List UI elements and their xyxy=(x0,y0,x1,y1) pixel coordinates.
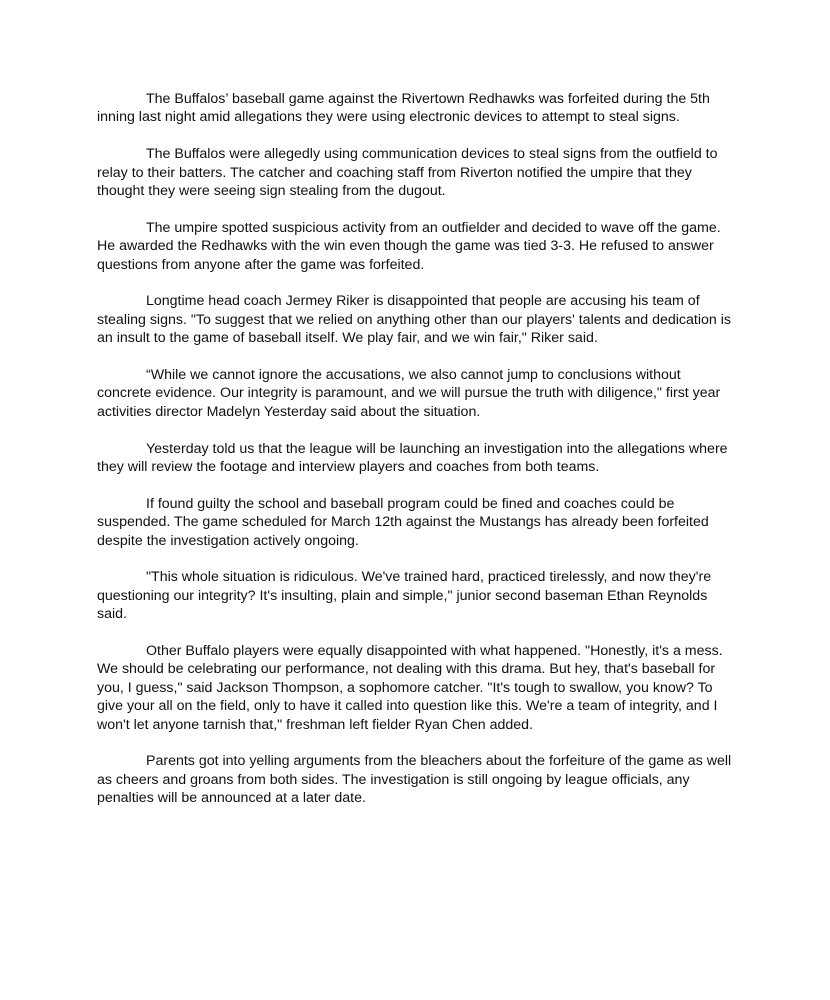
paragraph-4: Longtime head coach Jermey Riker is disappointed that people are accusing his team of stealing signs. "To suggest that we relied on anything other than our players' talents and dedication is an insult to the game of baseball itself. We play fair, and we win fair," Riker said. xyxy=(97,293,731,347)
paragraph-10: Parents got into yelling arguments from the bleachers about the forfeiture of the game as well as cheers and groans from both sides. The investigation is still ongoing by league officials, any penalties will be announced at a later date. xyxy=(97,753,732,807)
paragraph-7: If found guilty the school and baseball program could be fined and coaches could be suspended. The game scheduled for March 12th against the Mustangs has already been forfeited despite the investigation actively ongoing. xyxy=(97,495,709,549)
paragraph-3: The umpire spotted suspicious activity from an outfielder and decided to wave off the game. He awarded the Redhawks with the win even though the game was tied 3-3. He refused to answer questions from anyone after the game was forfeited. xyxy=(97,219,721,273)
paragraph-5: “While we cannot ignore the accusations, we also cannot jump to conclusions without concrete evidence. Our integrity is paramount, and we will pursue the truth with diligence," first year activities director Madelyn Yesterday said about the situation. xyxy=(97,367,721,420)
paragraph-2: The Buffalos were allegedly using communication devices to steal signs from the outfield to relay to their batters. The catcher and coaching staff from Riverton notified the umpire that they thought they were seeing sign stealing from the dugout. xyxy=(97,146,718,200)
paragraph-9: Other Buffalo players were equally disappointed with what happened. "Honestly, it's a mess. We should be celebrating our performance, not dealing with this drama. But hey, that's baseball for you, I guess," said Jackson Thompson, a sophomore catcher. "It's tough to swallow, you know? To give your all on the field, only to have it called into question like this. We're a team of integrity, and I won't let anyone tarnish that," freshman left fielder Ryan Chen added. xyxy=(97,643,723,733)
paragraph-8: "This whole situation is ridiculous. We've trained hard, practiced tirelessly, and now they're questioning our integrity? It's insulting, plain and simple," junior second baseman Ethan Reynolds said. xyxy=(97,569,712,623)
article-body xyxy=(97,90,737,826)
paragraph-1: The Buffalos’ baseball game against the Rivertown Redhawks was forfeited during the 5th inning last night amid allegations they were using electronic devices to attempt to steal signs. xyxy=(97,91,710,126)
paragraph-6: Yesterday told us that the league will be launching an investigation into the allegations where they will review the footage and interview players and coaches from both teams. xyxy=(97,440,728,476)
